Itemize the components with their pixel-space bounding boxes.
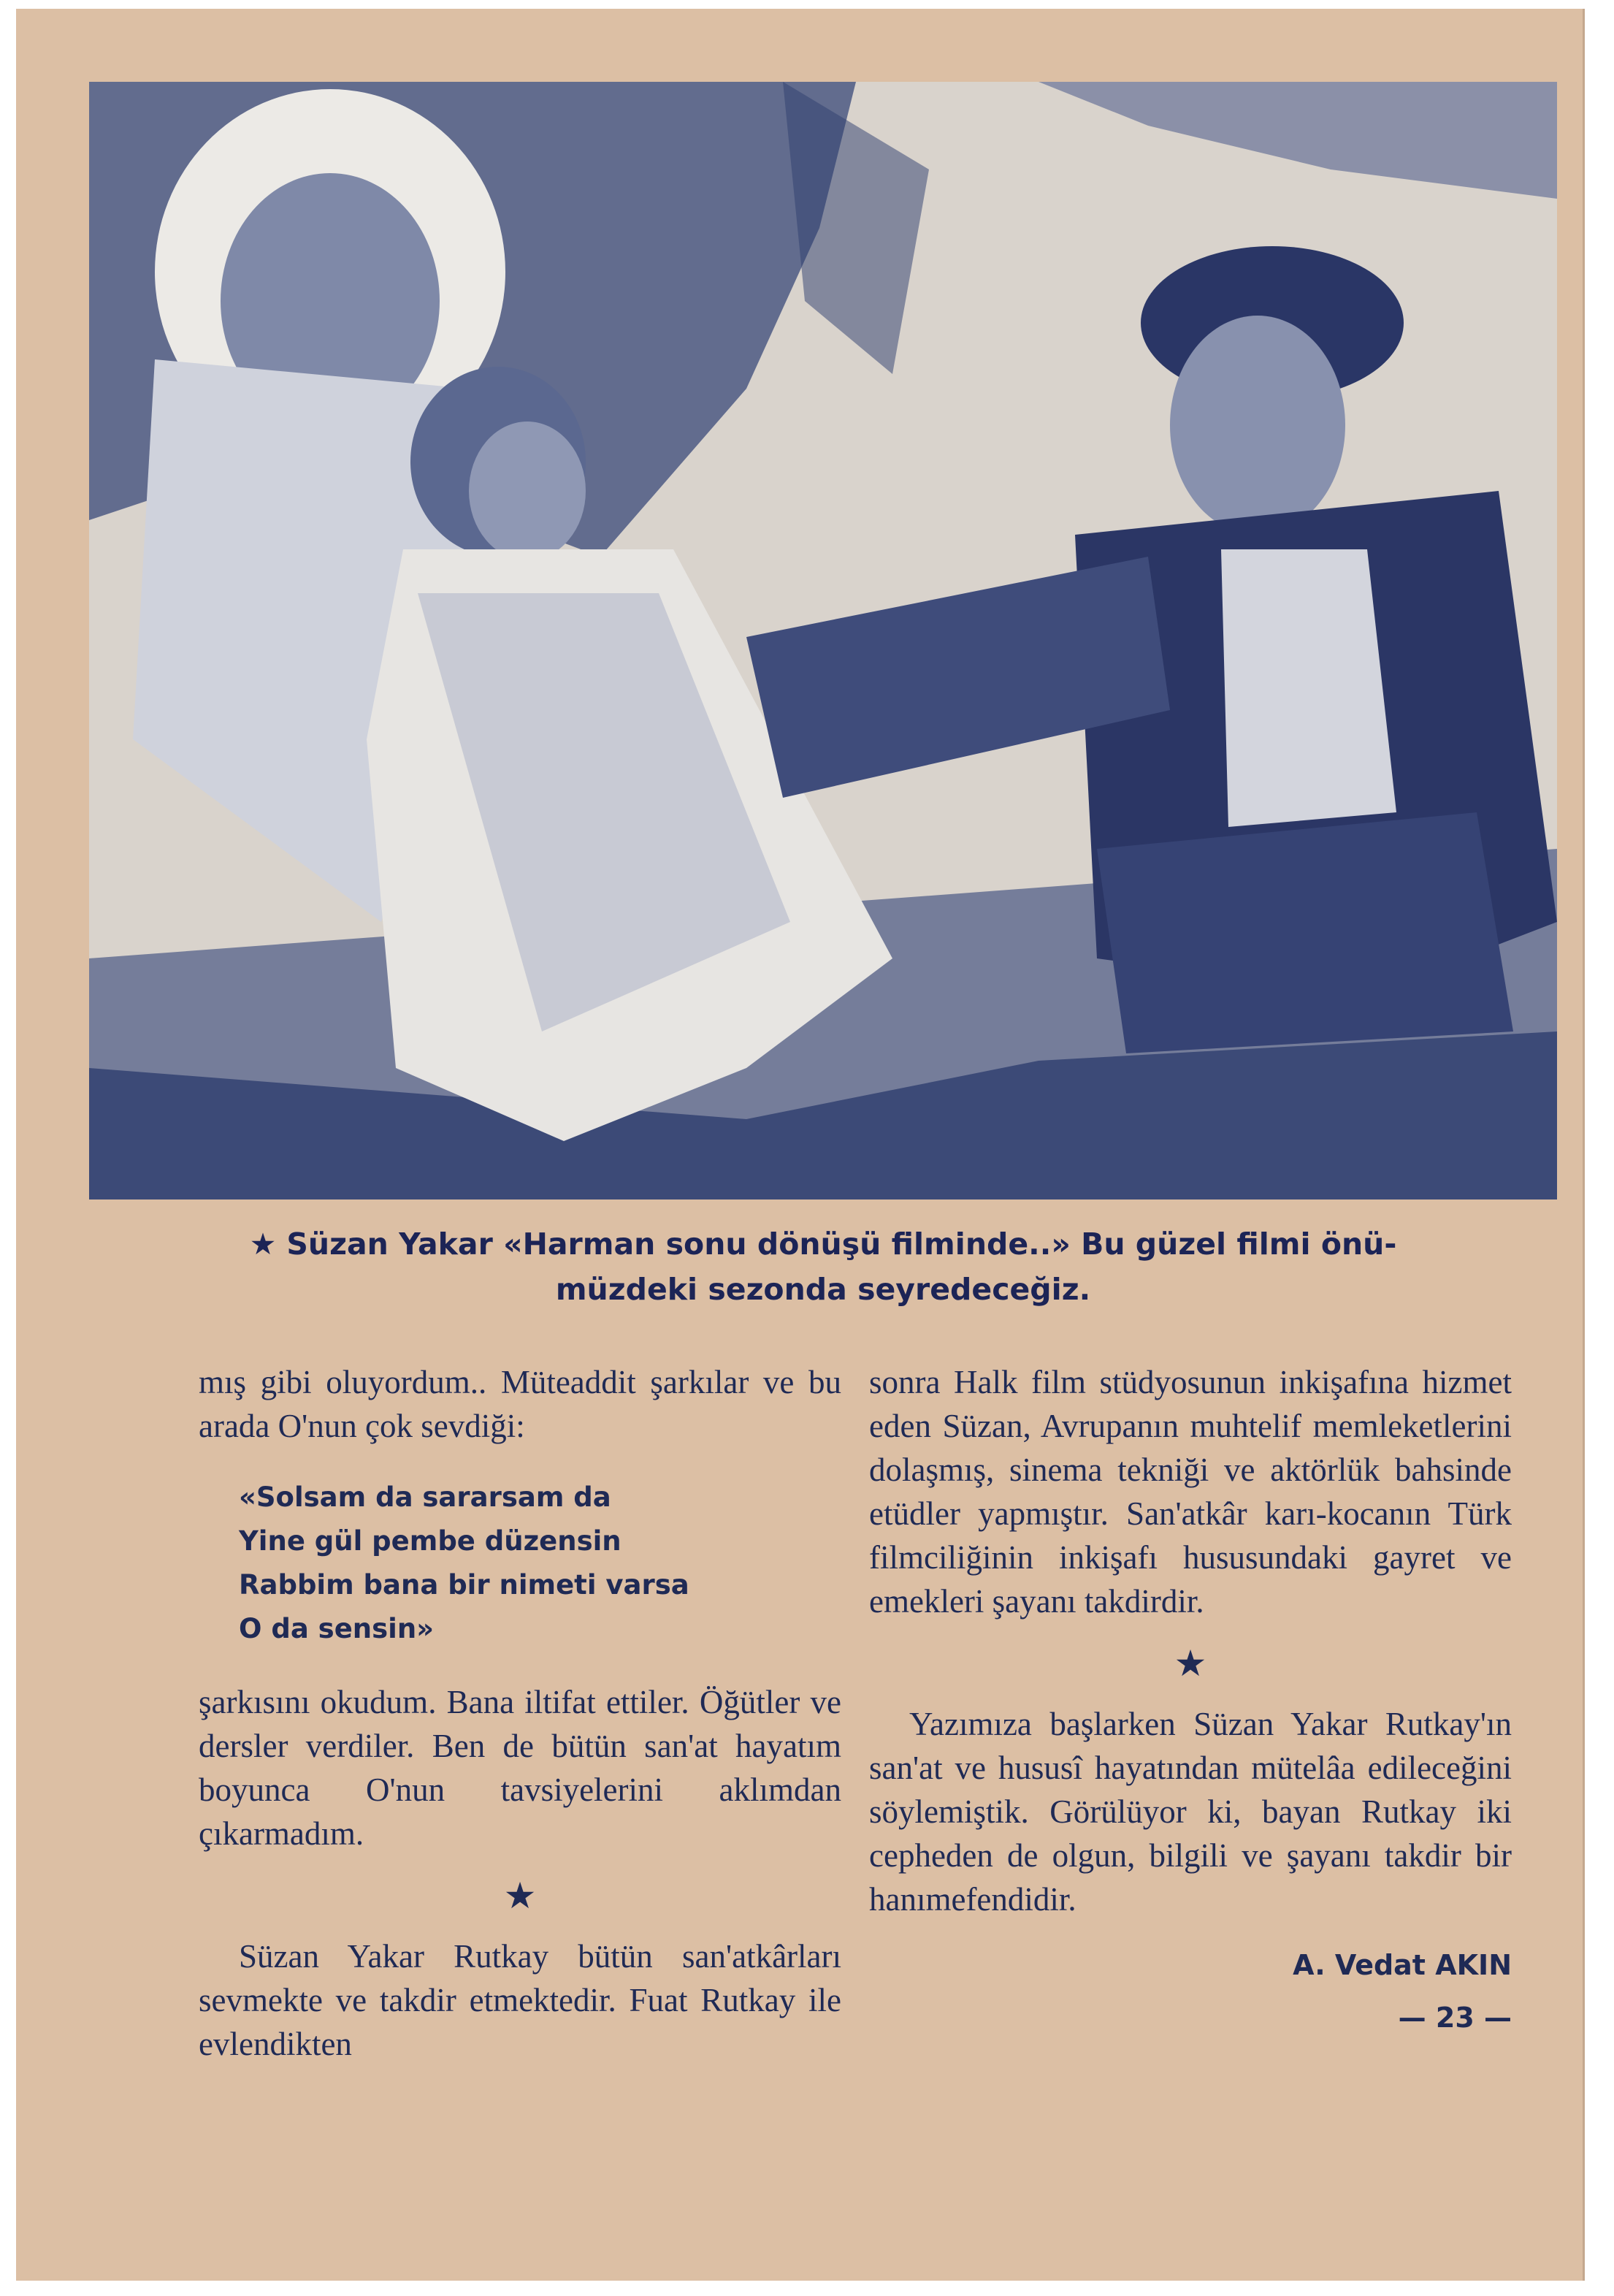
page-number: — 23 —	[1398, 2002, 1512, 2034]
lyric-line: O da sensin»	[239, 1613, 435, 1644]
author-signature: A. Vedat AKIN	[1293, 1949, 1512, 1981]
film-still-photo	[89, 82, 1557, 1200]
left-after-poem-paragraph: şarkısını okudum. Bana iltifat ettiler. Öğütler ve dersler verdiler. Ben de bütün san'at hayatım boyunca O'nun tavsiyelerini aklımdan çıkarmadım.	[199, 1684, 841, 1852]
lyric-line: Rabbim bana bir nimeti varsa	[239, 1569, 689, 1601]
caption-text-1: Süzan Yakar «Harman sonu dönüşü filminde..» Bu güzel filmi önü-	[286, 1227, 1397, 1262]
left-closing-paragraph: Süzan Yakar Rutkay bütün san'atkârları sevmekte ve takdir etmektedir. Fuat Rutkay ile evlendikten	[199, 1938, 841, 2062]
caption-line-2: müzdeki sezonda seyredeceğiz.	[555, 1272, 1091, 1307]
right-paragraph-2: Yazımıza başlarken Süzan Yakar Rutkay'ın san'at ve hususî hayatından mütelâa edileceğini söylemiştik. Görülüyor ki, bayan Rutkay iki cepheden de olgun, bilgili ve şayanı takdir bir hanımefendidir.	[869, 1706, 1512, 1918]
lyric-line: Yine gül pembe düzensin	[239, 1525, 621, 1557]
left-intro-paragraph: mış gibi oluyordum.. Müteaddit şarkılar ve bu arada O'nun çok sevdiği:	[199, 1364, 841, 1444]
song-lyrics	[239, 1476, 841, 1651]
star-separator-icon: ★	[1174, 1643, 1207, 1684]
star-separator-icon: ★	[503, 1875, 537, 1916]
photo-illustration	[89, 82, 1557, 1200]
left-column	[199, 1360, 841, 2066]
lyric-line: «Solsam da sararsam da	[239, 1481, 611, 1513]
caption-line-1	[89, 1221, 1557, 1267]
magazine-page	[16, 9, 1585, 2281]
right-paragraph-1: sonra Halk film stüdyosunun inkişafına hizmet eden Süzan, Avrupanın muhtelif memleketlerini dolaşmış, sinema tekniği ve aktörlük bahsinde etüdler yapmıştır. San'atkâr karı-kocanın Türk filmciliğinin inkişafı hususundaki gayret ve emekleri şayanı takdirdir.	[869, 1364, 1512, 1620]
photo-caption	[89, 1221, 1557, 1312]
star-icon: ★	[249, 1227, 277, 1262]
right-column	[869, 1360, 1512, 2040]
